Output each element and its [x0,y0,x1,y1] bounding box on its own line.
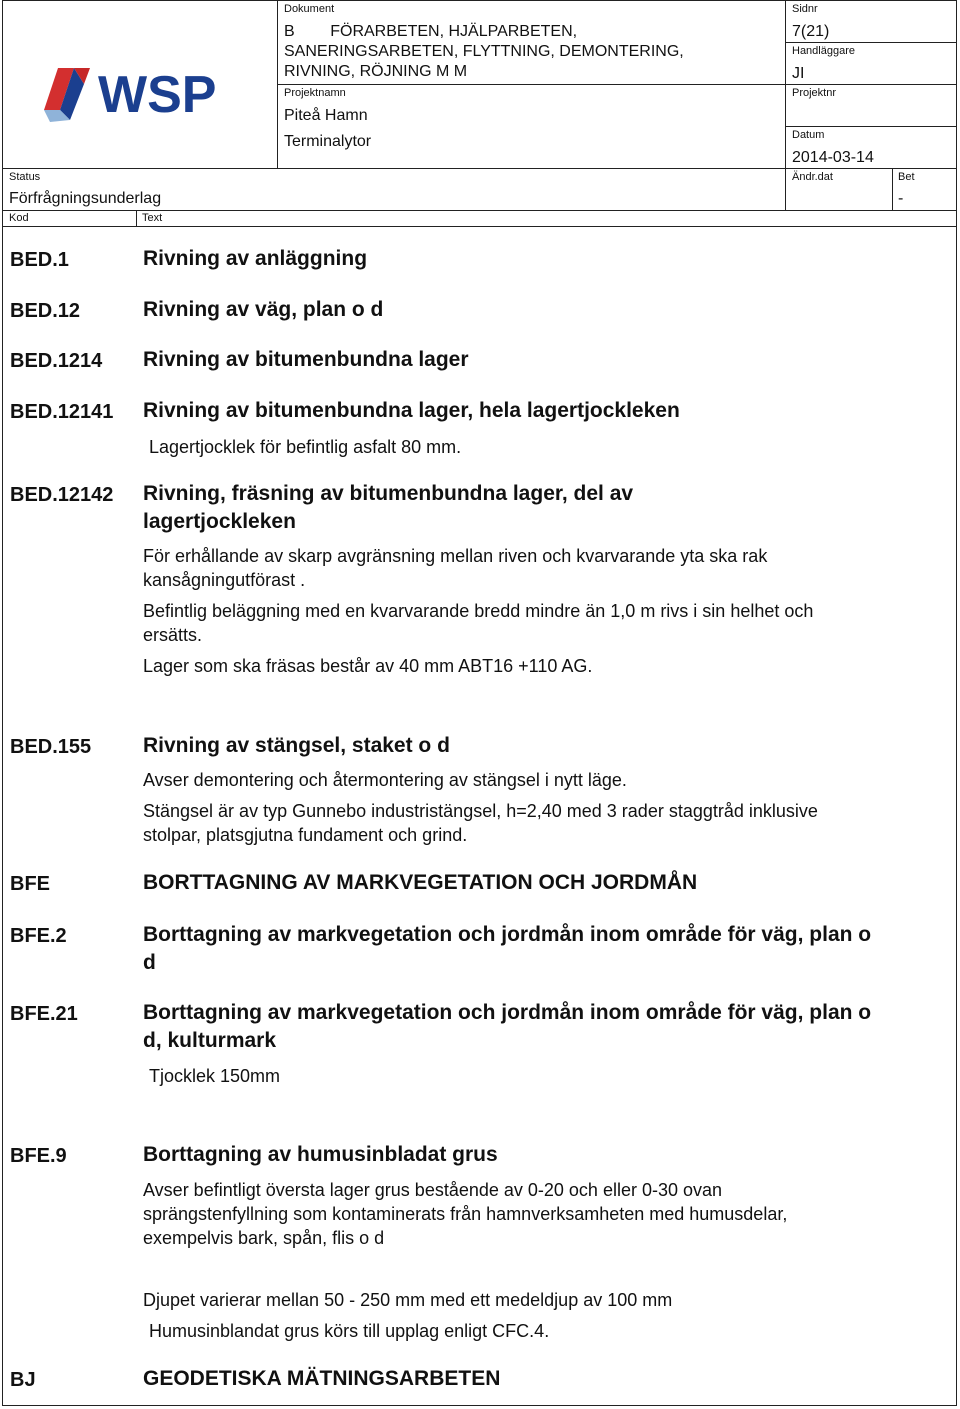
section-paragraph: Djupet varierar mellan 50 - 250 mm med ett medeldjup av 100 mm [143,1290,673,1310]
document-title-line: RIVNING, RÖJNING M M [284,63,468,80]
projektnr-label: Projektnr [792,87,837,99]
sidnr-label: Sidnr [792,3,818,15]
section-title: Rivning av bitumenbundna lager, hela lagertjockleken [143,399,680,422]
logo-text: WSP [98,66,217,124]
section-title: Rivning av väg, plan o d [143,298,384,321]
header-rule [2,210,957,211]
document-title-line: B FÖRARBETEN, HJÄLPARBETEN, [284,23,578,40]
section-code: BJ [10,1369,36,1391]
bet-value: - [898,190,904,207]
section-code: BED.1 [10,249,69,271]
header-rule [786,84,957,85]
document-title-line: SANERINGSARBETEN, FLYTTNING, DEMONTERING, [284,43,684,60]
section-code: BFE.9 [10,1145,67,1167]
section-code: BED.1214 [10,350,103,372]
section-title: Rivning av anläggning [143,247,368,270]
header-divider [277,0,278,169]
section-title: Rivning, fräsning av bitumenbundna lager, del av lagertjockleken [143,482,634,533]
header-rule [786,42,957,43]
section-code: BED.12142 [10,484,114,506]
status-label: Status [9,171,41,183]
document-title [284,22,784,82]
dokument-label: Dokument [284,3,335,15]
header-rule [277,84,785,85]
handlaggare-value: JI [792,65,805,82]
header-divider [136,210,137,226]
wsp-logo [44,62,244,128]
section-code: BFE.2 [10,925,67,947]
section-title: GEODETISKA MÄTNINGSARBETEN [143,1367,501,1390]
header-rule [2,168,957,169]
andrdat-label: Ändr.dat [792,171,833,183]
handlaggare-label: Handläggare [792,45,855,57]
datum-label: Datum [792,129,825,141]
section-title: Borttagning av humusinbladat grus [143,1143,498,1166]
section-paragraph: För erhållande av skarp avgränsning mellan riven och kvarvarande yta ska rak kansågningutförast . [143,546,768,590]
section-paragraph: Befintlig beläggning med en kvarvarande bredd mindre än 1,0 m rivs i sin helhet och ersätts. [143,601,814,645]
section-title: Borttagning av markvegetation och jordmån inom område för väg, plan o d [143,923,872,974]
sidnr-value: 7(21) [792,23,830,40]
section-code: BED.12141 [10,401,114,423]
header-rule [786,126,957,127]
section-code: BFE.21 [10,1003,78,1025]
projektnamn-label: Projektnamn [284,87,346,99]
section-title: BORTTAGNING AV MARKVEGETATION OCH JORDMÅN [143,871,698,894]
section-paragraph: Humusinblandat grus körs till upplag enligt CFC.4. [149,1321,550,1341]
section-code: BED.155 [10,736,92,758]
section-title: Rivning av stängsel, staket o d [143,734,450,757]
section-paragraph: Tjocklek 150mm [149,1066,281,1086]
header-divider [892,168,893,211]
text-label: Text [142,212,163,224]
projektnamn-line: Piteå Hamn [284,107,368,124]
projektnamn-line: Terminalytor [284,133,372,150]
section-paragraph: Avser befintligt översta lager grus bestående av 0-20 och eller 0-30 ovan sprängstenfyllning som kontaminerats från hamnverksamheten med humusdelar, exempelvis bark, spån, flis o d [143,1180,788,1248]
section-paragraph: Lagertjocklek för befintlig asfalt 80 mm. [149,437,462,457]
datum-value: 2014-03-14 [792,149,874,166]
kod-label: Kod [9,212,29,224]
bet-label: Bet [898,171,915,183]
header-divider [785,0,786,211]
section-title: Rivning av bitumenbundna lager [143,348,469,371]
header-rule [2,226,957,227]
section-paragraph: Stängsel är av typ Gunnebo industristängsel, h=2,40 med 3 rader staggtråd inklusive stolpar, platsgjutna fundament och grind. [143,801,818,845]
section-code: BED.12 [10,300,81,322]
section-code: BFE [10,873,50,895]
status-value: Förfrågningsunderlag [9,190,162,207]
section-paragraph: Lager som ska fräsas består av 40 mm ABT16 +110 AG. [143,656,593,676]
section-paragraph: Avser demontering och återmontering av stängsel i nytt läge. [143,770,627,790]
section-title: Borttagning av markvegetation och jordmån inom område för väg, plan o d, kulturmark [143,1001,872,1052]
